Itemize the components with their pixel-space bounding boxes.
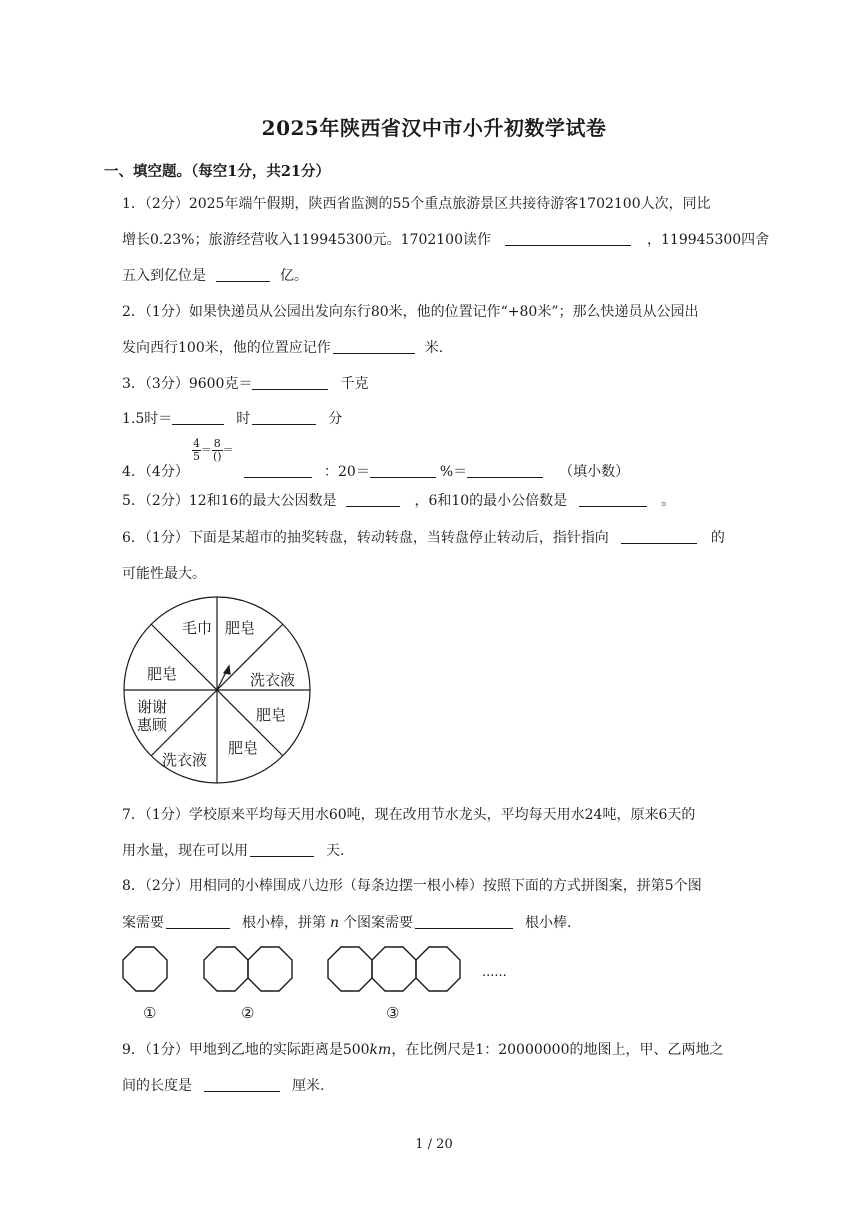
q4-equals-2: ＝ bbox=[222, 443, 234, 457]
q4-percent: %＝ bbox=[439, 464, 468, 480]
q5-answer-blank-1[interactable] bbox=[346, 492, 400, 507]
pattern-label-3: ③ bbox=[386, 1004, 400, 1022]
q8-line2-tail: 根小棒. bbox=[525, 915, 572, 931]
q5-text-2: ，6和10的最小公倍数是 bbox=[414, 493, 568, 509]
q3-answer-blank-3[interactable] bbox=[252, 410, 316, 425]
q7-line2-text: 用水量，现在可以用 bbox=[122, 843, 248, 859]
section-heading: 一、填空题。（每空1分，共21分） bbox=[104, 163, 331, 180]
q7-line2-tail: 天. bbox=[326, 843, 345, 859]
q2-line2-tail: 米. bbox=[424, 340, 444, 356]
q5-line bbox=[122, 491, 675, 511]
q6-line1 bbox=[122, 528, 725, 548]
q3-line1-tail: 千克 bbox=[340, 376, 369, 392]
q5-text-1: 5．（2分）12和16的最大公因数是 bbox=[122, 493, 337, 509]
wheel-label-detergent-1: 洗衣液 bbox=[250, 672, 296, 689]
wheel-pointer bbox=[217, 666, 230, 690]
q8-answer-blank-2[interactable] bbox=[415, 914, 513, 929]
q4-line bbox=[122, 462, 189, 482]
q6-answer-blank[interactable] bbox=[621, 529, 697, 544]
q9-line1-tail: ，在比例尺是1：20000000的地图上，甲、乙两地之 bbox=[391, 1042, 724, 1058]
q8-variable-n: n bbox=[330, 915, 340, 931]
q3-line2-hour: 时 bbox=[236, 411, 251, 427]
wheel-label-soap-3: 肥皂 bbox=[228, 740, 259, 757]
q3-line1 bbox=[122, 374, 368, 394]
q1-line3-text: 五入到亿位是 bbox=[122, 268, 206, 284]
q4-answer-blank-1[interactable] bbox=[244, 463, 312, 478]
q1-line2-text: 增长0.23%；旅游经营收入119945300元。1702100读作 bbox=[122, 232, 491, 248]
q6-line2: 可能性最大。 bbox=[122, 566, 206, 582]
q1-line2-tail: ，119945300四舍 bbox=[647, 232, 770, 248]
q8-line2-mid2: 个图案需要 bbox=[343, 915, 414, 931]
octagon-pattern-2 bbox=[204, 947, 292, 991]
wheel-label-thanks-2: 惠顾 bbox=[137, 717, 168, 734]
wheel-label-detergent-2: 洗衣液 bbox=[162, 752, 208, 769]
q1-line3 bbox=[122, 266, 308, 286]
q1-line2 bbox=[122, 230, 769, 250]
q3-line2-minute: 分 bbox=[328, 411, 343, 427]
q9-line2-text: 间的长度是 bbox=[122, 1078, 192, 1094]
q4-fraction-1: $\frac{4}{5}$ bbox=[193, 437, 200, 463]
wheel-label-thanks-1: 谢谢 bbox=[137, 699, 168, 716]
octagon-patterns bbox=[120, 944, 540, 994]
q1-answer-blank-2[interactable] bbox=[216, 267, 270, 282]
q4-tail: （填小数） bbox=[559, 464, 630, 480]
wheel-label-soap-1: 肥皂 bbox=[225, 620, 256, 637]
q3-answer-blank-1[interactable] bbox=[252, 375, 328, 390]
q8-line1: 8．（2分）用相同的小棒围成八边形（每条边摆一根小棒）按照下面的方式拼图案，拼第5个图 bbox=[122, 878, 702, 894]
q4-prefix: 4．（4分） bbox=[122, 464, 189, 480]
q8-line2-mid: 根小棒，拼第 bbox=[242, 915, 326, 931]
q4-line-rest bbox=[244, 462, 629, 482]
octagon-pattern-1 bbox=[123, 947, 167, 991]
pattern-label-2: ② bbox=[241, 1004, 255, 1022]
q5-text-3: 。 bbox=[661, 493, 676, 509]
q4-answer-blank-3[interactable] bbox=[467, 463, 543, 478]
q2-line1: 2．（1分）如果快递员从公园出发向东行80米，他的位置记作“+80米”；那么快递员从公园出 bbox=[122, 304, 699, 320]
q7-line1: 7．（1分）学校原来平均每天用水60吨，现在改用节水龙头，平均每天用水24吨，原来6天的 bbox=[122, 807, 696, 823]
q1-line3-tail: 亿。 bbox=[280, 268, 308, 284]
page-number: 1 / 20 bbox=[415, 1137, 453, 1152]
q9-line1-text: 9．（1分）甲地到乙地的实际距离是500 bbox=[122, 1042, 370, 1058]
q4-fractions bbox=[192, 438, 234, 463]
q9-line2 bbox=[122, 1076, 324, 1096]
q7-line2 bbox=[122, 841, 344, 861]
q8-line2 bbox=[122, 913, 571, 933]
q3-line2 bbox=[122, 409, 342, 429]
wheel-label-soap-4: 肥皂 bbox=[147, 666, 178, 683]
pattern-label-1: ① bbox=[143, 1004, 157, 1022]
q9-line1 bbox=[122, 1040, 723, 1060]
q2-line2-text: 发向西行100米，他的位置应记作 bbox=[122, 340, 331, 356]
q3-line2-text: 1.5时＝ bbox=[122, 411, 173, 427]
q8-line2-text: 案需要 bbox=[122, 915, 164, 931]
q9-answer-blank[interactable] bbox=[204, 1077, 280, 1092]
q3-line1-text: 3．（3分）9600克＝ bbox=[122, 376, 253, 392]
q1-line1: 1．（2分）2025年端午假期，陕西省监测的55个重点旅游景区共接待游客1702100人次，同比 bbox=[122, 196, 711, 212]
prize-wheel bbox=[120, 596, 316, 790]
q6-line1-text: 6．（1分）下面是某超市的抽奖转盘，转动转盘，当转盘停止转动后，指针指向 bbox=[122, 530, 609, 546]
q9-unit-km: km bbox=[369, 1042, 392, 1058]
q3-answer-blank-2[interactable] bbox=[172, 410, 224, 425]
q9-line2-tail: 厘米. bbox=[292, 1078, 325, 1094]
q4-ratio: ：20＝ bbox=[324, 464, 370, 480]
q4-answer-blank-2[interactable] bbox=[370, 463, 436, 478]
q5-answer-blank-2[interactable] bbox=[579, 492, 647, 507]
wheel-label-soap-2: 肥皂 bbox=[256, 707, 287, 724]
q2-line2 bbox=[122, 338, 443, 358]
wheel-label-towel: 毛巾 bbox=[182, 620, 213, 637]
q4-fraction-2: $\frac{8}{()}$ bbox=[213, 437, 222, 463]
page-title: 2025年陕西省汉中市小升初数学试卷 bbox=[261, 116, 607, 140]
q6-line1-tail: 的 bbox=[710, 530, 725, 546]
q8-answer-blank-1[interactable] bbox=[166, 914, 230, 929]
pattern-ellipsis: ...... bbox=[482, 965, 507, 980]
q4-equals-1: ＝ bbox=[201, 443, 212, 457]
q2-answer-blank[interactable] bbox=[333, 339, 415, 354]
octagon-pattern-3 bbox=[328, 947, 460, 991]
q7-answer-blank[interactable] bbox=[250, 842, 314, 857]
q1-answer-blank-1[interactable] bbox=[505, 231, 631, 246]
